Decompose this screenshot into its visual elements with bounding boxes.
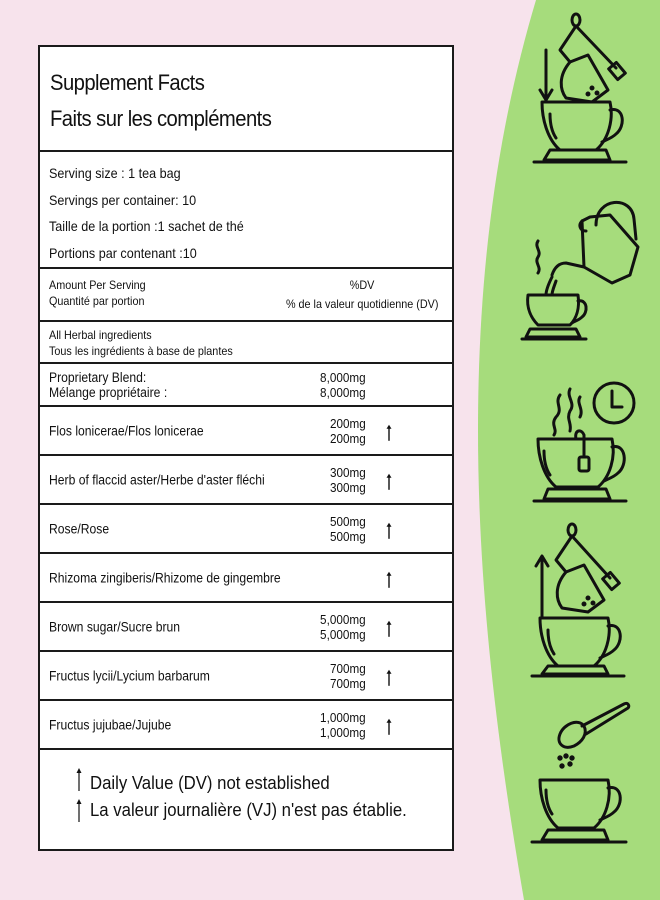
ingredient-row [40, 652, 452, 701]
ingredient-row [40, 603, 452, 652]
serving-size: Serving size : 1 tea bag [49, 165, 181, 181]
blend-name-en: Proprietary Blend: [49, 369, 147, 385]
amount-fr: 700mg [330, 675, 366, 691]
ingredient-amounts [330, 661, 366, 691]
amount-fr: 500mg [330, 528, 366, 544]
amount-en: 700mg [330, 660, 366, 676]
dagger-icon [384, 423, 394, 441]
ingredient-name: Herb of flaccid aster/Herbe d'aster fléchi [49, 472, 265, 487]
ingredient-name: Brown sugar/Sucre brun [49, 619, 181, 634]
supplement-facts-panel [38, 45, 454, 851]
dv-label-fr: % de la valeur quotidienne (DV) [285, 297, 438, 311]
ingredient-name: Rhizoma zingiberis/Rhizome de gingembre [49, 570, 281, 585]
amount-en: 300mg [330, 464, 366, 480]
amount-en: 200mg [330, 415, 366, 431]
ingredient-amounts [330, 465, 366, 495]
ingredient-row [40, 407, 452, 456]
footnote-section [40, 750, 452, 835]
amount-fr: 200mg [330, 430, 366, 446]
dagger-icon [384, 521, 394, 539]
amount-label-en: Amount Per Serving [49, 278, 146, 292]
ingredient-row [40, 701, 452, 750]
servings-per-container-fr: Portions par contenant :10 [49, 244, 197, 261]
facts-title-section [40, 47, 452, 152]
amount-en: 1,000mg [320, 709, 366, 725]
ingredient-amounts [330, 416, 366, 446]
title-fr: Faits sur les compléments [50, 106, 272, 131]
amount-fr: 5,000mg [320, 626, 366, 642]
herbal-en: All Herbal ingredients [49, 328, 152, 342]
ingredient-amounts [320, 612, 366, 642]
amount-fr: 1,000mg [320, 724, 366, 740]
ingredient-name: Flos lonicerae/Flos lonicerae [49, 423, 204, 438]
blend-amount-fr: 8,000mg [320, 384, 366, 400]
dagger-icon [384, 570, 394, 588]
dagger-icon [74, 768, 84, 792]
steep-timer-icon [530, 375, 645, 525]
herbal-section [40, 322, 452, 364]
blend-name-fr: Mélange propriétaire : [49, 384, 168, 400]
blend-amount-en: 8,000mg [320, 369, 366, 385]
dagger-icon [74, 799, 84, 823]
remove-tea-bag-icon [530, 510, 640, 680]
amount-label-fr: Quantité par portion [49, 294, 145, 308]
ingredient-amounts [330, 514, 366, 544]
dagger-icon [384, 668, 394, 686]
servings-per-container: Servings per container: 10 [49, 191, 197, 208]
ingredient-name: Fructus jujubae/Jujube [49, 717, 172, 732]
amount-header [40, 269, 452, 322]
dagger-icon [384, 472, 394, 490]
footnote-en: Daily Value (DV) not established [90, 773, 330, 793]
title-en: Supplement Facts [50, 70, 205, 95]
herbal-fr: Tous les ingrédients à base de plantes [49, 344, 233, 358]
ingredient-row [40, 554, 452, 603]
ingredient-amounts [320, 710, 366, 740]
ingredient-name: Rose/Rose [49, 521, 110, 536]
ingredient-name: Fructus lycii/Lycium barbarum [49, 668, 210, 683]
dv-label-en: %DV [349, 278, 374, 292]
tea-bag-into-cup-icon [530, 10, 640, 170]
ingredient-row [40, 505, 452, 554]
blend-name [49, 370, 167, 400]
footnote-fr: La valeur journalière (VJ) n'est pas établie. [90, 800, 407, 820]
serving-info-section [40, 152, 452, 269]
ingredient-row [40, 456, 452, 505]
pour-water-teapot-icon [520, 195, 645, 345]
serving-size-fr: Taille de la portion :1 sachet de thé [49, 218, 244, 234]
amount-en: 5,000mg [320, 611, 366, 627]
amount-en: 500mg [330, 513, 366, 529]
dagger-icon [384, 717, 394, 735]
dagger-icon [384, 619, 394, 637]
add-sugar-spoon-icon [530, 700, 645, 870]
proprietary-blend-row [40, 364, 452, 407]
amount-fr: 300mg [330, 479, 366, 495]
blend-amounts [320, 370, 366, 400]
